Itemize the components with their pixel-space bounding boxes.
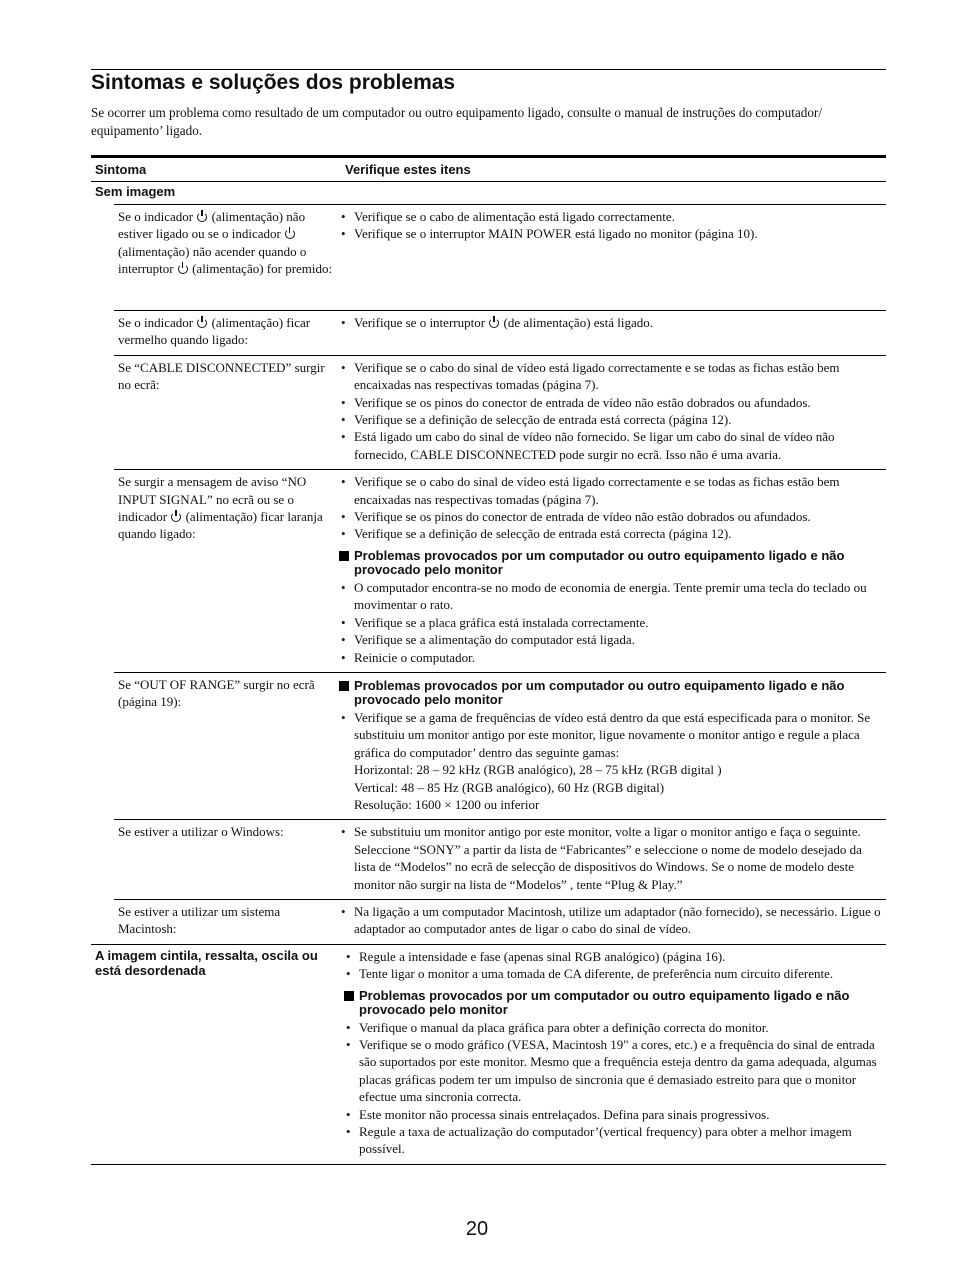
list-item: • Verifique se o interruptor MAIN POWER está ligado no monitor (página 10). [339,225,886,242]
symptom-cell: Se “CABLE DISCONNECTED” surgir no ecrã: [118,359,325,393]
table-row [114,310,886,355]
symptom-cell: Se o indicador (alimentação) ficar vermelho quando ligado: [118,315,311,348]
subheading: Problemas provocados por um computador ou outro equipamento ligado e não provocado pelo monitor [344,989,886,1018]
list-item: • Verifique o manual da placa gráfica para obter a definição correcta do monitor. [344,1019,886,1036]
list-item: • Verifique se os pinos do conector de entrada de vídeo não estão dobrados ou afundados. [339,394,886,411]
top-rule [91,69,886,70]
list-item: • Verifique se os pinos do conector de entrada de vídeo não estão dobrados ou afundados. [339,508,886,525]
square-bullet-icon [339,551,349,561]
symptom-cell: Se “OUT OF RANGE” surgir no ecrã (página 19): [118,676,315,710]
power-icon [285,229,295,239]
list-item: • Verifique se o cabo do sinal de vídeo está ligado correctamente e se todas as fichas estão bem encaixadas nas respectivas tomadas (página 7). [339,473,886,508]
symptom-cell: Se estiver a utilizar um sistema Macintosh: [118,903,281,937]
list-item: • O computador encontra-se no modo de economia de energia. Tente premir uma tecla do teclado ou movimentar o rato. [339,579,886,614]
list-item: • Verifique se a alimentação do computador está ligada. [339,631,886,648]
symptom-cell: Se surgir a mensagem de aviso “NO INPUT SIGNAL” no ecrã ou se o indicador (alimentação) ficar laranja quando ligado: [118,474,323,542]
check-cell [336,820,886,899]
symptom-cell-flicker: A imagem cintila, ressalta, oscila ou está desordenada [95,947,318,978]
list-item: • Verifique se o cabo do sinal de vídeo está ligado correctamente e se todas as fichas estão bem encaixadas nas respectivas tomadas (página 7). [339,359,886,394]
list-item: • Na ligação a um computador Macintosh, utilize um adaptador (não fornecido), se necessário. Ligue o adaptador ao computador antes de ligar o cabo do sinal de vídeo. [339,903,886,938]
list-item: • Este monitor não processa sinais entrelaçados. Defina para sinais progressivos. [344,1106,886,1123]
square-bullet-icon [339,681,349,691]
list-item: • Verifique se o interruptor (de alimentação) está ligado. [339,314,886,331]
list-item: • Verifique se o modo gráfico (VESA, Macintosh 19" a cores, etc.) e a frequência do sinal de entrada são suportados por este monitor. Mesmo que a frequência esteja dentro da gama adequada, algumas placas gráficas podem ter um impulso de sincronia que é demasiado estreito para que o monitor efectue uma sincronia correcta. [344,1036,886,1106]
list-item: • Verifique se o cabo de alimentação está ligado correctamente. [339,208,886,225]
list-item: • Se substituiu um monitor antigo por este monitor, volte a ligar o monitor antigo e faça o seguinte. Seleccione “SONY” a partir da lista de “Fabricantes” e seleccione o nome de modelo desejado da lista de “Modelos” no ecrã de selecção de dispositivos do Windows. Se o nome de modelo deste monitor não surgir na lista de “Modelos” , tente “Plug & Play.” [339,823,886,893]
subheading: Problemas provocados por um computador ou outro equipamento ligado e não provocado pelo monitor [339,549,886,578]
check-cell [336,900,886,944]
table-header [91,155,886,182]
check-cell [341,945,886,1164]
table-row [114,672,886,819]
power-icon [197,318,207,328]
table-row [91,944,886,1165]
power-icon [178,264,188,274]
table-row [114,819,886,899]
list-item: • Reinicie o computador. [339,649,886,666]
table-row [114,899,886,944]
power-icon [197,212,207,222]
list-item: • Regule a intensidade e fase (apenas sinal RGB analógico) (página 16). [344,948,886,965]
check-cell [336,673,886,819]
section-no-image: Sem imagem [95,184,176,199]
table-row [114,355,886,469]
list-item: • Verifique se a gama de frequências de vídeo está dentro da que está especificada para o monitor. Se substituiu um monitor antigo por este monitor, ligue novamente o monitor antigo e regule a placa gráfica do computador’ dentro das seguinte gamas: Horizontal: 28 – 92 kHz (RGB analógico), 28 – 75 kHz (RGB digital ) Vertical: 48 – 85 Hz (RGB analógico), 60 Hz (RGB digital) Resolução: 1600 × 1200 ou inferior [339,709,886,813]
power-icon [171,512,181,522]
list-item: • Verifique se a definição de selecção de entrada está correcta (página 12). [339,525,886,542]
column-header-symptom: Sintoma [95,162,147,177]
table-row [114,204,886,310]
intro-paragraph: Se ocorrer um problema como resultado de um computador ou outro equipamento ligado, consulte o manual de instruções do computador/ equipamento’ ligado. [91,105,822,138]
square-bullet-icon [344,991,354,1001]
symptom-cell: Se o indicador (alimentação) não estiver ligado ou se o indicador (alimentação) não acender quando o interruptor (alimentação) for premido: [118,209,333,277]
column-header-check: Verifique estes itens [345,162,471,177]
page-title: Sintomas e soluções dos problemas [91,71,456,94]
symptom-cell: Se estiver a utilizar o Windows: [118,824,284,840]
list-item: • Regule a taxa de actualização do computador’(vertical frequency) para obter a melhor imagem possível. [344,1123,886,1158]
page-number: 20 [465,1218,489,1240]
list-item: • Verifique se a placa gráfica está instalada correctamente. [339,614,886,631]
list-item: • Verifique se a definição de selecção de entrada está correcta (página 12). [339,411,886,428]
check-cell [336,311,886,355]
check-cell [336,470,886,672]
subheading: Problemas provocados por um computador ou outro equipamento ligado e não provocado pelo monitor [339,679,886,708]
table-row [114,469,886,672]
troubleshooting-table [91,155,886,1165]
power-icon [489,318,499,328]
check-cell [336,205,886,310]
check-cell [336,356,886,469]
list-item: • Tente ligar o monitor a uma tomada de CA diferente, de preferência num circuito diferente. [344,965,886,982]
list-item: • Está ligado um cabo do sinal de vídeo não fornecido. Se ligar um cabo do sinal de vídeo não fornecido, CABLE DISCONNECTED pode surgir no ecrã. Isso não é uma avaria. [339,428,886,463]
